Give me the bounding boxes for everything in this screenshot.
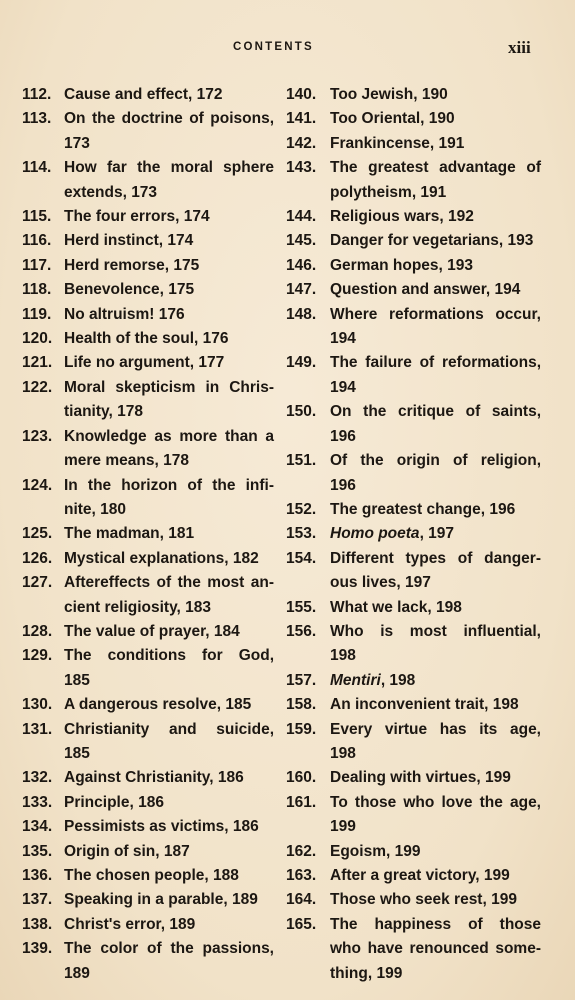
toc-entry: [22, 327, 274, 351]
toc-entry: [22, 425, 274, 474]
entry-title: [64, 864, 274, 888]
entry-title: [64, 425, 274, 474]
entry-line: tianity, 178: [64, 403, 143, 421]
entry-line: Too Jewish, 190: [330, 86, 448, 103]
contents-column-right: [286, 83, 541, 986]
entry-title: [64, 937, 274, 986]
entry-number: 140.: [286, 86, 317, 103]
entry-line: Religious wars, 192: [330, 208, 474, 226]
toc-entry: [22, 840, 274, 864]
entry-number: 119.: [22, 305, 52, 323]
entry-title: [330, 132, 541, 156]
entry-title: [330, 718, 541, 767]
entry-title: [330, 303, 541, 352]
entry-line: A dangerous resolve, 185: [64, 696, 252, 714]
toc-entry: [22, 107, 274, 156]
entry-line: To those who love the age,: [330, 793, 541, 811]
entry-number: 159.: [286, 720, 317, 738]
entry-title: [64, 913, 274, 937]
entry-title: [330, 766, 541, 790]
entry-title: [64, 644, 274, 693]
entry-number: 137.: [22, 891, 53, 909]
entry-line: Mentiri, 198: [330, 671, 416, 689]
entry-line: German hopes, 193: [330, 256, 474, 274]
entry-line: nite, 180: [64, 500, 127, 518]
running-head-title: CONTENTS: [233, 41, 314, 53]
entry-title: [64, 327, 274, 351]
entry-line: In the horizon of the infi-: [64, 476, 274, 494]
entry-line: What we lack, 198: [330, 598, 462, 616]
entry-number: 123.: [22, 427, 53, 445]
entry-title: [64, 107, 274, 156]
entry-line: Christ's error, 189: [64, 915, 196, 933]
entry-title: [330, 547, 541, 596]
toc-entry: [22, 644, 274, 693]
entry-number: 130.: [22, 696, 53, 714]
toc-entry: [22, 937, 274, 986]
entry-number: 118.: [22, 281, 52, 299]
entry-line: Christianity and suicide,: [64, 720, 274, 738]
entry-number: 117.: [22, 256, 52, 274]
entry-line: Knowledge as more than a: [64, 427, 274, 445]
entry-line: Where reformations occur,: [330, 305, 541, 323]
entry-line: Herd remorse, 175: [64, 256, 200, 274]
toc-entry: [286, 498, 541, 522]
entry-number: 161.: [286, 793, 317, 811]
entry-number: 149.: [286, 354, 317, 372]
toc-entry: [286, 205, 541, 229]
entry-title: [64, 815, 274, 839]
toc-entry: [286, 229, 541, 253]
entry-number: 129.: [22, 647, 53, 665]
entry-title: [330, 449, 541, 498]
entry-number: 127.: [22, 574, 53, 592]
toc-entry: [22, 888, 274, 912]
entry-number: 134.: [22, 818, 53, 836]
entry-number: 131.: [22, 720, 53, 738]
toc-entry: [286, 156, 541, 205]
entry-line: Frankincense, 191: [330, 134, 465, 152]
entry-line: The greatest change, 196: [330, 500, 516, 518]
toc-entry: [286, 693, 541, 717]
entry-line: Different types of danger-: [330, 549, 541, 567]
entry-title: [64, 205, 274, 229]
entry-title: [64, 718, 274, 767]
toc-entry: [22, 547, 274, 571]
entry-line: After a great victory, 199: [330, 867, 510, 884]
toc-entry: [22, 913, 274, 937]
entry-title: [64, 229, 274, 253]
entry-number: 145.: [286, 232, 317, 250]
entry-title: [330, 522, 541, 546]
toc-entry: [286, 303, 541, 352]
entry-line: Moral skepticism in Chris-: [64, 378, 274, 396]
entry-title: [330, 596, 541, 620]
entry-line: mere means, 178: [64, 452, 189, 470]
entry-line: The failure of reformations,: [330, 354, 541, 372]
toc-entry: [286, 254, 541, 278]
entry-number: 133.: [22, 793, 53, 811]
entry-line: Against Christianity, 186: [64, 769, 244, 787]
entry-title: [64, 278, 274, 302]
toc-entry: [286, 547, 541, 596]
entry-title: [330, 254, 541, 278]
entry-line: Pessimists as victims, 186: [64, 818, 259, 836]
entry-number: 126.: [22, 549, 53, 567]
entry-number: 120.: [22, 330, 53, 348]
entry-line: 185: [64, 671, 90, 689]
toc-entry: [22, 254, 274, 278]
entry-title: [330, 888, 541, 912]
toc-entry: [286, 351, 541, 400]
entry-number: 162.: [286, 842, 317, 860]
entry-number: 115.: [22, 208, 52, 226]
entry-line: 194: [330, 330, 356, 348]
entry-line: The greatest advantage of: [330, 159, 541, 177]
entry-number: 160.: [286, 769, 317, 787]
entry-line: Who is most influential,: [330, 622, 541, 640]
entry-number: 112.: [22, 86, 52, 103]
toc-entry: [22, 278, 274, 302]
toc-entry: [22, 791, 274, 815]
toc-entry: [22, 229, 274, 253]
entry-line: 198: [330, 744, 356, 762]
entry-number: 132.: [22, 769, 53, 787]
entry-number: 157.: [286, 671, 317, 689]
entry-number: 114.: [22, 159, 52, 177]
entry-title: [330, 840, 541, 864]
entry-title: [64, 303, 274, 327]
entry-line: Health of the soul, 176: [64, 330, 229, 348]
entry-line: The color of the passions,: [64, 940, 274, 958]
entry-line: Aftereffects of the most an-: [64, 574, 274, 592]
toc-entry: [22, 815, 274, 839]
entry-line: Herd instinct, 174: [64, 232, 194, 250]
entry-line: Danger for vegetarians, 193: [330, 232, 534, 250]
toc-entry: [286, 888, 541, 912]
toc-entry: [286, 107, 541, 131]
toc-entry: [22, 351, 274, 375]
entry-line: The value of prayer, 184: [64, 622, 240, 640]
toc-entry: [286, 766, 541, 790]
entry-number: 143.: [286, 159, 317, 177]
toc-entry: [22, 693, 274, 717]
entry-title: [64, 522, 274, 546]
entry-title: [64, 840, 274, 864]
toc-entry: [22, 474, 274, 523]
entry-number: 153.: [286, 525, 317, 543]
entry-line: On the critique of saints,: [330, 403, 541, 421]
entry-number: 124.: [22, 476, 53, 494]
toc-entry: [22, 376, 274, 425]
entry-line: cient religiosity, 183: [64, 598, 212, 616]
entry-line: Those who seek rest, 199: [330, 891, 517, 909]
entry-line: 199: [330, 818, 356, 836]
entry-line: Speaking in a parable, 189: [64, 891, 258, 909]
toc-entry: [22, 766, 274, 790]
entry-title: [64, 254, 274, 278]
entry-number: 128.: [22, 622, 53, 640]
entry-number: 151.: [286, 452, 317, 470]
toc-entry: [22, 205, 274, 229]
toc-entry: [286, 132, 541, 156]
contents-column-left: [22, 83, 274, 986]
entry-line: The four errors, 174: [64, 208, 210, 226]
toc-entry: [22, 303, 274, 327]
toc-entry: [286, 864, 541, 888]
entry-title: [330, 278, 541, 302]
toc-entry: [22, 522, 274, 546]
entry-title: [330, 913, 541, 986]
entry-line: The chosen people, 188: [64, 867, 239, 884]
entry-line: 194: [330, 378, 356, 396]
entry-title: [64, 351, 274, 375]
entry-line: Of the origin of religion,: [330, 452, 541, 470]
entry-number: 150.: [286, 403, 317, 421]
entry-line: Too Oriental, 190: [330, 110, 455, 128]
entry-title: [64, 547, 274, 571]
entry-line: The conditions for God,: [64, 647, 274, 665]
entry-title: [330, 205, 541, 229]
entry-title: [330, 791, 541, 840]
entry-number: 165.: [286, 915, 317, 933]
toc-entry: [286, 278, 541, 302]
entry-line: An inconvenient trait, 198: [330, 696, 519, 714]
entry-number: 121.: [22, 354, 53, 372]
entry-line: No altruism! 176: [64, 305, 185, 323]
toc-entry: [286, 669, 541, 693]
entry-number: 136.: [22, 867, 53, 884]
entry-title: [330, 693, 541, 717]
entry-title: [330, 620, 541, 669]
entry-title: [64, 376, 274, 425]
entry-line: On the doctrine of poisons,: [64, 110, 274, 128]
entry-line: Every virtue has its age,: [330, 720, 541, 738]
entry-line: Benevolence, 175: [64, 281, 195, 299]
entry-title: [64, 571, 274, 620]
entry-line: The happiness of those: [330, 915, 541, 933]
entry-number: 152.: [286, 500, 317, 518]
entry-number: 158.: [286, 696, 317, 714]
entry-line: Cause and effect, 172: [64, 86, 223, 103]
entry-line: who have renounced some-: [330, 940, 541, 958]
toc-entry: [286, 596, 541, 620]
entry-title: [330, 669, 541, 693]
entry-line: ous lives, 197: [330, 574, 431, 592]
toc-entry: [286, 400, 541, 449]
toc-entry: [286, 791, 541, 840]
entry-number: 164.: [286, 891, 317, 909]
toc-entry: [286, 718, 541, 767]
entry-line: 185: [64, 744, 90, 762]
entry-line: thing, 199: [330, 964, 403, 982]
entry-line: Question and answer, 194: [330, 281, 521, 299]
entry-title: [64, 693, 274, 717]
entry-line: Homo poeta, 197: [330, 525, 455, 543]
toc-entry: [22, 620, 274, 644]
entry-title: [330, 107, 541, 131]
entry-line: 173: [64, 134, 90, 152]
toc-entry: [22, 83, 274, 107]
entry-number: 148.: [286, 305, 317, 323]
entry-number: 144.: [286, 208, 317, 226]
toc-entry: [22, 156, 274, 205]
toc-entry: [286, 620, 541, 669]
entry-number: 146.: [286, 256, 317, 274]
toc-entry: [286, 449, 541, 498]
entry-title: [330, 864, 541, 888]
entry-title: [330, 156, 541, 205]
entry-number: 154.: [286, 549, 317, 567]
entry-title: [330, 400, 541, 449]
entry-number: 135.: [22, 842, 53, 860]
entry-title: [64, 83, 274, 107]
entry-line: Egoism, 199: [330, 842, 421, 860]
toc-entry: [286, 840, 541, 864]
page-number: xiii: [508, 38, 531, 57]
entry-number: 156.: [286, 622, 317, 640]
entry-line: polytheism, 191: [330, 183, 447, 201]
entry-number: 155.: [286, 598, 317, 616]
entry-title: [64, 620, 274, 644]
entry-line: The madman, 181: [64, 525, 195, 543]
entry-number: 125.: [22, 525, 53, 543]
entry-number: 116.: [22, 232, 52, 250]
entry-number: 138.: [22, 915, 53, 933]
entry-line: Principle, 186: [64, 793, 164, 811]
entry-line: Life no argument, 177: [64, 354, 225, 372]
toc-entry: [22, 718, 274, 767]
entry-line: How far the moral sphere: [64, 159, 274, 177]
entry-title: [64, 888, 274, 912]
entry-number: 142.: [286, 134, 317, 152]
entry-number: 122.: [22, 378, 53, 396]
entry-line: 198: [330, 647, 356, 665]
entry-line: extends, 173: [64, 183, 158, 201]
toc-entry: [286, 83, 541, 107]
entry-number: 113.: [22, 110, 52, 128]
entry-line: Origin of sin, 187: [64, 842, 190, 860]
entry-line: 189: [64, 964, 90, 982]
entry-title: [330, 498, 541, 522]
entry-line: Dealing with virtues, 199: [330, 769, 511, 787]
entry-title: [330, 229, 541, 253]
entry-title: [64, 474, 274, 523]
entry-number: 139.: [22, 940, 53, 958]
entry-title: [64, 156, 274, 205]
entry-title: [330, 351, 541, 400]
entry-line: 196: [330, 427, 356, 445]
entry-title: [64, 766, 274, 790]
toc-entry: [22, 864, 274, 888]
entry-number: 141.: [286, 110, 317, 128]
entry-title: [64, 791, 274, 815]
entry-title: [330, 83, 541, 107]
entry-number: 163.: [286, 867, 317, 884]
toc-entry: [22, 571, 274, 620]
toc-entry: [286, 522, 541, 546]
entry-number: 147.: [286, 281, 317, 299]
page-header: [0, 38, 575, 61]
toc-entry: [286, 913, 541, 986]
entry-line: 196: [330, 476, 356, 494]
entry-line: Mystical explanations, 182: [64, 549, 259, 567]
